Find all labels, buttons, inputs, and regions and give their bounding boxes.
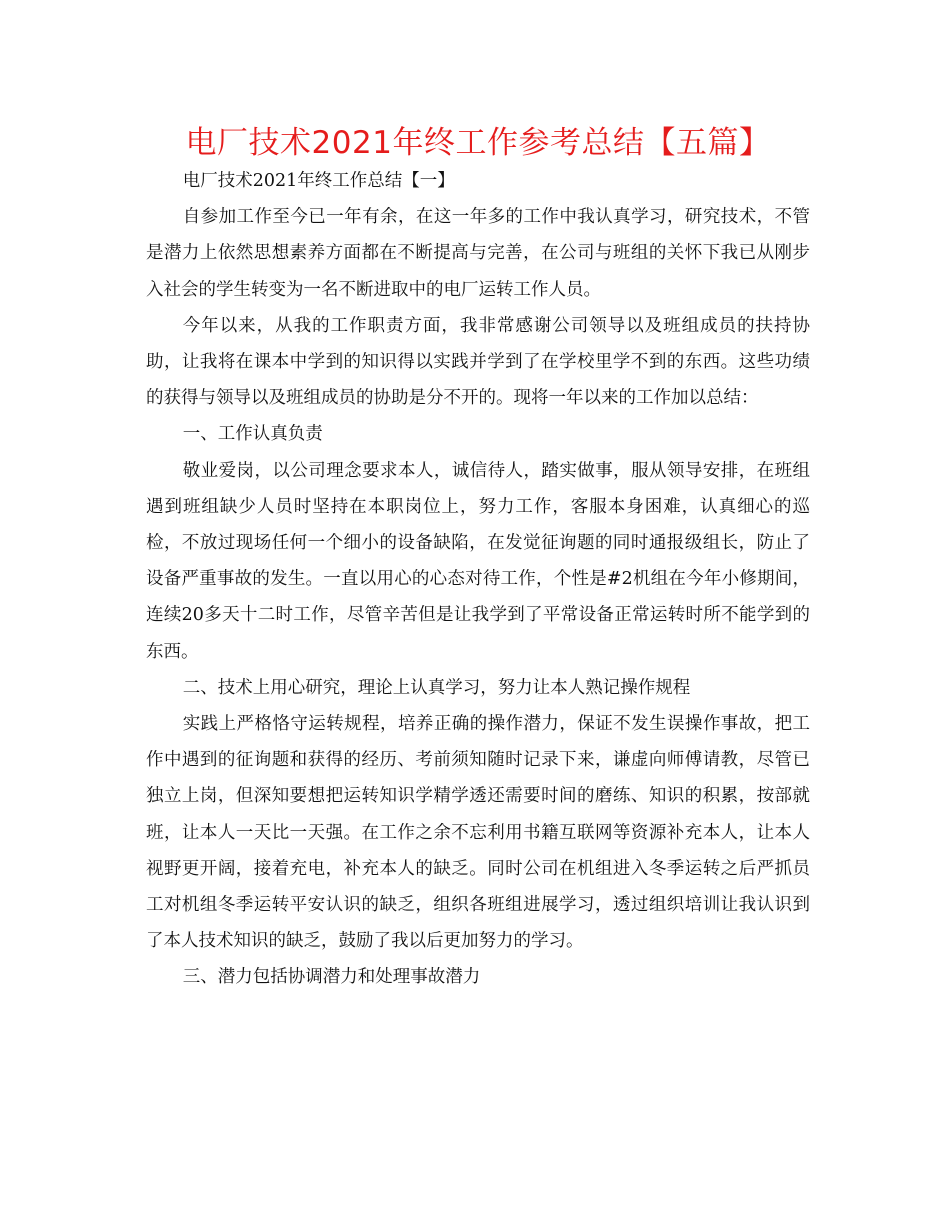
- heading-section-3: 三、潜力包括协调潜力和处理事故潜力: [182, 967, 481, 988]
- section-subtitle: 电厂技术2021年终工作总结【一】: [182, 171, 455, 191]
- heading-section-1: 一、工作认真负责: [182, 424, 323, 445]
- document-title: 电厂技术2021年终工作参考总结【五篇】: [185, 125, 771, 161]
- paragraph-section-1: 敬业爱岗，以公司理念要求本人，诚信待人，踏实做事，服从领导安排，在班组遇到班组缺少人员时坚持在本职岗位上，努力工作，客服本身困难，认真细心的巡检，不放过现场任何一个细小的设备缺陷，在发觉征询题的同时通报级组长，防止了设备严重事故的发生。一直以用心的心态对待工作，个性是#2机组在今年小修期间，连续20多天十二时工作，尽管辛苦但是让我学到了平常设备正常运转时所不能学到的东西。: [146, 460, 810, 662]
- paragraph-section-2: 实践上严格恪守运转规程，培养正确的操作潜力，保证不发生误操作事故，把工作中遇到的征询题和获得的经历、考前须知随时记录下来，谦虚向师傅请教，尽管已独立上岗，但深知要想把运转知识学精学透还需要时间的磨练、知识的积累，按部就班，让本人一天比一天强。在工作之余不忘利用书籍互联网等资源补充本人，让本人视野更开阔，接着充电，补充本人的缺乏。同时公司在机组进入冬季运转之后严抓员工对机组冬季运转平安认识的缺乏，组织各班组进展学习，透过组织培训让我认识到了本人技术知识的缺乏，鼓励了我以后更加努力的学习。: [146, 714, 810, 952]
- document-body: [146, 118, 810, 996]
- heading-section-2: 二、技术上用心研究，理论上认真学习，努力让本人熟记操作规程: [182, 677, 691, 698]
- paragraph-intro: 自参加工作至今已一年有余，在这一年多的工作中我认真学习，研究技术，不管是潜力上依然思想素养方面都在不断提高与完善，在公司与班组的关怀下我已从刚步入社会的学生转变为一名不断进取中的电厂运转工作人员。: [146, 207, 810, 300]
- paragraph-thanks: 今年以来，从我的工作职责方面，我非常感谢公司领导以及班组成员的扶持协助，让我将在课本中学到的知识得以实践并学到了在学校里学不到的东西。这些功绩的获得与领导以及班组成员的协助是分不开的。现将一年以来的工作加以总结：: [146, 315, 810, 409]
